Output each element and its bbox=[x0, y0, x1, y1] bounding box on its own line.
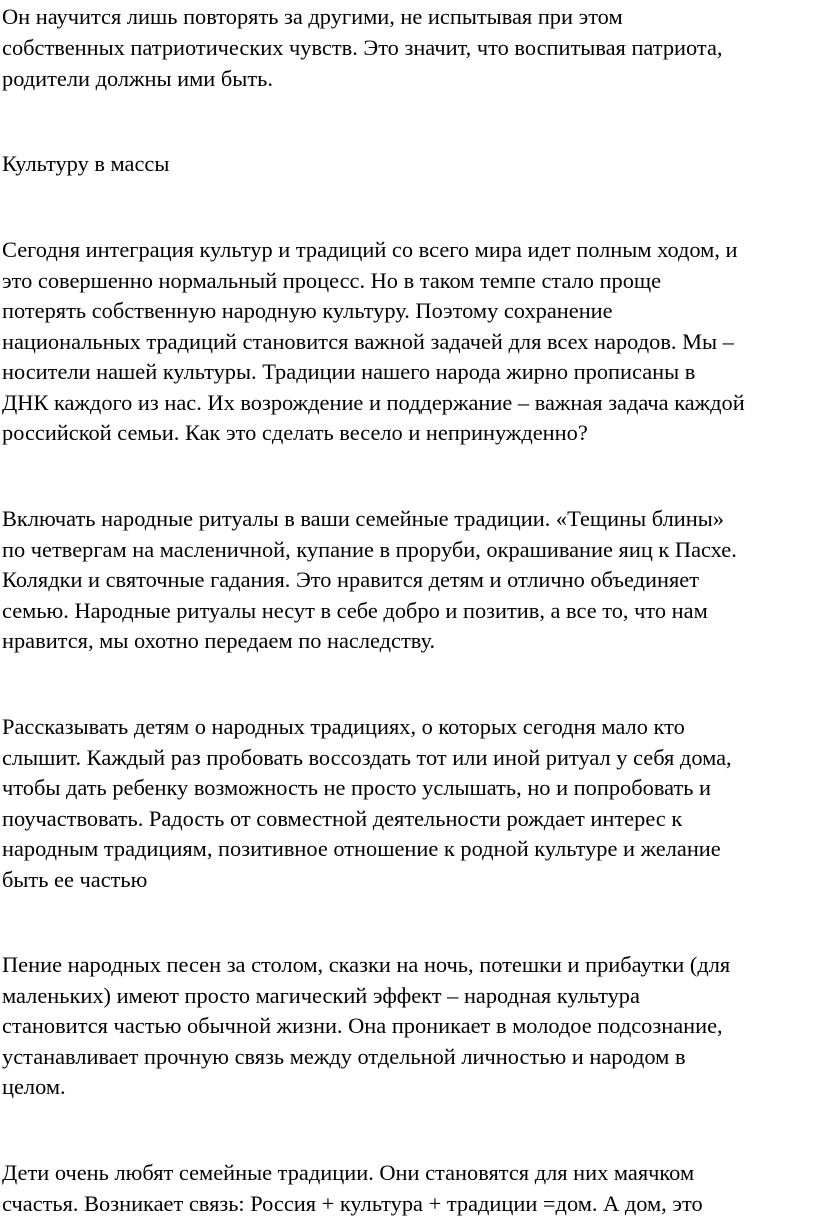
text-line: Пение народных песен за столом, сказки на ночь, потешки и прибаутки (для bbox=[2, 952, 731, 977]
text-line: потерять собственную народную культуру. Поэтому сохранение bbox=[2, 298, 613, 323]
text-line: чтобы дать ребенку возможность не просто услышать, но и попробовать и bbox=[2, 775, 712, 800]
text-line: становится частью обычной жизни. Она проникает в молодое подсознание, bbox=[2, 1013, 723, 1038]
text-line: носители нашей культуры. Традиции нашего народа жирно прописаны в bbox=[2, 359, 696, 384]
text-line: это совершенно нормальный процесс. Но в таком темпе стало проще bbox=[2, 268, 662, 293]
text-line: нравится, мы охотно передаем по наследству. bbox=[2, 628, 436, 653]
text-line: национальных традиций становится важной задачей для всех народов. Мы – bbox=[2, 329, 734, 354]
text-line: маленьких) имеют просто магический эффект – народная культура bbox=[2, 983, 640, 1008]
text-line: российской семьи. Как это сделать весело и непринужденно? bbox=[2, 420, 588, 445]
text-line: Дети очень любят семейные традиции. Они становятся для них маячком bbox=[2, 1160, 695, 1185]
text-line: Сегодня интеграция культур и традиций со всего мира идет полным ходом, и bbox=[2, 237, 738, 262]
text-line: быть ее частью bbox=[2, 867, 148, 892]
text-line: Колядки и святочные гадания. Это нравится детям и отлично объединяет bbox=[2, 567, 700, 592]
text-line: целом. bbox=[2, 1074, 66, 1099]
text-line: родители должны ими быть. bbox=[2, 66, 273, 91]
text-line: ДНК каждого из нас. Их возрождение и поддержание – важная задача каждой bbox=[2, 390, 745, 415]
text-line: поучаствовать. Радость от совместной деятельности рождает интерес к bbox=[2, 806, 683, 831]
text-line: Включать народные ритуалы в ваши семейные традиции. «Тещины блины» bbox=[2, 506, 724, 531]
text-line: Рассказывать детям о народных традициях, о которых сегодня мало кто bbox=[2, 714, 685, 739]
text-line: по четвергам на масленичной, купание в проруби, окрашивание яиц к Пасхе. bbox=[2, 537, 737, 562]
text-line: Он научится лишь повторять за другими, не испытывая при этом bbox=[2, 4, 623, 29]
text-line: устанавливает прочную связь между отдельной личностью и народом в bbox=[2, 1044, 686, 1069]
text-line: народным традициям, позитивное отношение к родной культуре и желание bbox=[2, 836, 721, 861]
text-line: счастья. Возникает связь: Россия + культура + традиции =дом. А дом, это bbox=[2, 1191, 703, 1216]
text-line: слышит. Каждый раз пробовать воссоздать тот или иной ритуал у себя дома, bbox=[2, 745, 732, 770]
text-line: семью. Народные ритуалы несут в себе добро и позитив, а все то, что нам bbox=[2, 598, 708, 623]
section-heading: Культуру в массы bbox=[2, 151, 170, 176]
text-line: собственных патриотических чувств. Это значит, что воспитывая патриота, bbox=[2, 35, 723, 60]
